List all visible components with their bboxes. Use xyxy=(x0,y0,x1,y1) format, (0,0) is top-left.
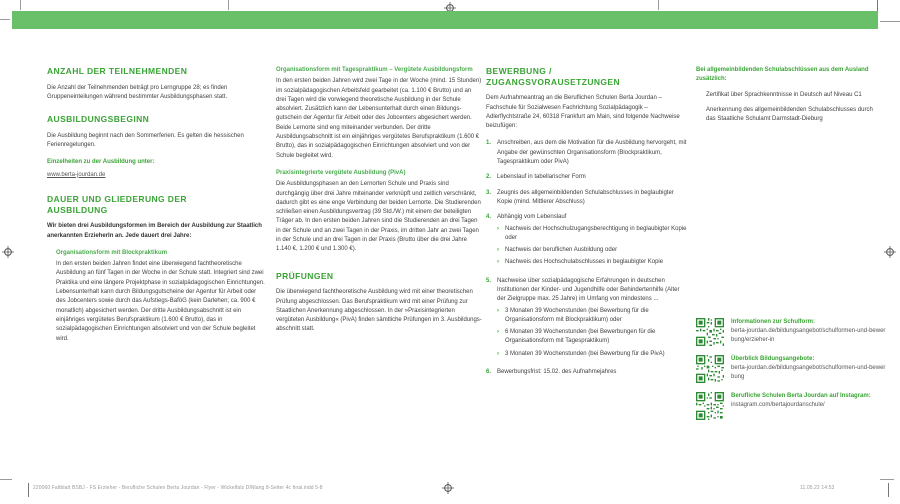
list-number: 1. xyxy=(486,140,492,147)
crop-mark xyxy=(888,483,889,497)
crop-mark xyxy=(658,0,659,10)
crop-mark xyxy=(880,21,900,22)
sub-bullet-text: 3 Monaten 39 Wochenstunden (bei Bewerbung für die PivA) xyxy=(505,350,665,357)
footer-filename: 220060 Faltblatt BSBJ - FS Erzieher - Berufliche Schulen Berta Jourdan - Flyer - Wickelfalz DINlang 8-Seiter 4c final.indd 5-8 xyxy=(33,485,323,491)
qr-text xyxy=(731,392,871,420)
sub-bullet xyxy=(497,350,688,359)
chevron-right-icon: › xyxy=(497,307,499,314)
sub-bullet-text: Nachweis des Hochschulabschlusses in beglaubigter Kopie xyxy=(505,259,664,266)
section-title-bewerbung: BEWERBUNG / ZUGANGSVORAUSETZUNGEN xyxy=(486,66,621,87)
section-title-anzahl: ANZAHL DER TEILNEHMENDEN xyxy=(47,66,188,76)
list-text: Bewerbungsfrist: 15.02. des Aufnahmejahres xyxy=(497,369,617,376)
requirements-list xyxy=(486,139,688,377)
qr-code-icon[interactable] xyxy=(696,355,724,383)
qr-label: Berufliche Schulen Berta Jourdan auf Instagram: xyxy=(731,393,871,399)
website-link[interactable]: www.berta-jourdan.de xyxy=(47,171,106,178)
details-note: Einzelheiten zu der Ausbildung unter: xyxy=(47,159,155,166)
list-number: 4. xyxy=(486,214,492,221)
ausland-lead: Bei allgemeinbildenden Schulabschlüssen aus dem Ausland zusätzlich: xyxy=(696,67,869,83)
section-title-dauer: DAUER UND GLIEDERUNG DER AUSBILDUNG xyxy=(47,194,187,215)
paragraph-tagespraktikum: In den ersten beiden Jahren wird zwei Tage in der Woche (mind. 15 Stunden) im sozialpädagogischen Arbeitsfeld gearbeitet (ca. 1.100 € Brutto) und an drei Tagen wird die vorwiegend theoretische Ausbildung in der Schule absolviert. Zusätzlich kann der Lebensunterhalt durch einen Bildungsgutschein der Agentur für Arbeit oder des Jobcenters abgesichert werden. Beide Lernorte sind eng miteinander verbunden. Der dritte Ausbildungsabschnitt ist ein einjähriges vergütetes Berufspraktikum (1.600 € Brutto), das in sozialpädagogischen Einrichtungen absolviert und von der Schule begleitet wird. xyxy=(276,78,482,159)
subheading-blockpraktikum: Organisationsform mit Blockpraktikum xyxy=(56,249,168,256)
qr-url[interactable]: berta-jourdan.de/bildungsangebot/schulformen-und-bewerbung/erzieher-in xyxy=(731,328,886,343)
list-number: 6. xyxy=(486,369,492,376)
section-title-ausbildungsbeginn: AUSBILDUNGSBEGINN xyxy=(47,114,150,125)
chevron-right-icon: › xyxy=(497,259,499,266)
sub-bullet xyxy=(497,328,688,347)
paragraph-beginn: Die Ausbildung beginnt nach den Sommerferien. Es gelten die hessischen Ferienregelungen. xyxy=(47,132,244,149)
list-item xyxy=(486,139,688,167)
sub-bullet-text: 6 Monaten 39 Wochenstunden (bei Bewerbungen für die Organisationsform mit Tagespraktikum) xyxy=(505,329,656,345)
chevron-right-icon: › xyxy=(497,247,499,254)
column-bewerbung xyxy=(486,66,688,383)
qr-code-icon[interactable] xyxy=(696,318,724,346)
list-item xyxy=(486,173,688,182)
sub-bullet xyxy=(497,225,688,244)
crop-mark xyxy=(28,483,29,497)
section-title-pruefungen: PRÜFUNGEN xyxy=(276,270,334,281)
paragraph-piva: Die Ausbildungsphasen an den Lernorten Schule und Praxis sind durchgängig über drei Jahre miteinander verknüpft und zeitlich verschränkt, dadurch gibt es eine enge Verbindung der beiden Lernorte. Die Studierenden schließen einen Ausbildungsvertrag (39 Std./W.) mit einem der beteiligten Träger ab. In den ersten beiden Jahren sind die Studierenden an drei Tagen in der Schule und an zwei Tagen in der Praxis, im dritten Jahr an zwei Tagen in der Schule und an drei Tagen in der Praxis (Brutto über die drei Jahre 1.140 €, 1.200 € und 1.300 €). xyxy=(276,181,481,253)
registration-mark-icon xyxy=(442,482,454,494)
crop-mark xyxy=(0,479,12,480)
bewerbung-intro: Dem Aufnahmeantrag an die Beruflichen Schulen Berta Jourdan – Fachschule für Sozialwesen Fachrichtung Sozialpädagogik – Adlerflychtstraße 24, 60318 Frankfurt am Main, sind folgende Nachweise beizufügen: xyxy=(486,95,680,130)
qr-text xyxy=(731,355,886,383)
list-number: 2. xyxy=(486,174,492,181)
list-item xyxy=(486,189,688,208)
qr-label: Informationen zur Schulform: xyxy=(731,319,815,325)
sub-bullet xyxy=(497,258,688,267)
list-number: 5. xyxy=(486,277,492,284)
chevron-right-icon: › xyxy=(497,350,499,357)
sub-bullet-text: 3 Monaten 39 Wochenstunden (bei Bewerbung für die Organisationsform mit Blockpraktikum) oder xyxy=(505,307,649,323)
list-text: Zeugnis des allgemeinbildenden Schulabschlusses in beglaubigter Kopie (mind. Mittlerer Abschluss) xyxy=(497,189,674,205)
registration-mark-icon xyxy=(884,246,896,258)
list-text xyxy=(497,213,688,270)
chevron-right-icon: › xyxy=(497,225,499,232)
crop-mark xyxy=(0,19,10,20)
qr-url[interactable]: instagram.com/bertajourdanschule/ xyxy=(731,402,825,408)
column-ausbildungsformen xyxy=(276,66,482,347)
qr-url[interactable]: berta-jourdan.de/bildungsangebot/schulformen-und-bewerbung xyxy=(731,365,886,380)
ausland-item: Zertifikat über Sprachkenntnisse in Deutsch auf Niveau C1 xyxy=(706,91,862,98)
qr-code-icon[interactable] xyxy=(696,392,724,420)
subheading-tagespraktikum: Organisationsform mit Tagespraktikum – Vergütete Ausbildungsform xyxy=(276,67,473,73)
sub-bullet-list xyxy=(497,225,688,268)
crop-mark xyxy=(228,0,229,10)
sub-bullet-text: Nachweis der beruflichen Ausbildung oder xyxy=(505,247,618,254)
sub-bullet xyxy=(497,246,688,255)
registration-mark-icon xyxy=(2,246,14,258)
list-text xyxy=(497,277,688,362)
qr-text xyxy=(731,318,886,346)
sub-bullet-list xyxy=(497,307,688,359)
paragraph-blockpraktikum: In den ersten beiden Jahren findet eine überwiegend fachtheoretische Ausbildung an fünf Tagen in der Woche in der Schule statt. Integriert sind zwei Praktika und eine längere Projektphase in sozialpädagogischen Einrichtungen. Lebensunterhalt kann durch Bildungsgutscheine der Agentur für Arbeit oder des Jobcenters sowie durch das Aufstiegs-BaföG (kein Darlehen; ca. 900 € monatlich) abgesichert werden. Der dritte Ausbildungsabschnitt ist ein einjähriges vergütetes Berufspraktikum (1.600 € Brutto), das in sozialpädagogischen Einrichtungen absolviert und von der Schule begleitet wird. xyxy=(56,261,265,342)
column-participants xyxy=(47,66,265,356)
chevron-right-icon: › xyxy=(497,329,499,336)
list-text: Lebenslauf in tabellarischer Form xyxy=(497,174,586,181)
qr-row xyxy=(696,355,886,383)
list-number: 3. xyxy=(486,189,492,196)
qr-row xyxy=(696,392,886,420)
crop-mark xyxy=(880,479,894,480)
paragraph-pruefungen: Die überwiegend fachtheoretische Ausbildung wird mit einer theoretischen Prüfung abgeschlossen. Das Berufspraktikum wird mit einer Prüfung zur Staatlichen Anerkennung abgeschlossen. In der »Praxisintegrierten vergüteten Ausbildung« (PivA) finden sämtliche Prüfungen im 3. Ausbildungsabschnitt statt. xyxy=(276,289,482,333)
list-text: Anschreiben, aus dem die Motivation für die Ausbildung hervorgeht, mit Angabe der gewünschten Organisationsform (Blockpraktikum, Tagespraktikum oder PivA) xyxy=(497,140,687,166)
qr-links-section xyxy=(696,318,886,429)
list-text-main: Nachweise über sozialpädagogische Erfahrungen in deutschen Institutionen der Kinder- und Jugendhilfe oder Behindertenhilfe (Alter der Zielgruppe max. 25 Jahre) im Umfang von mindestens ... xyxy=(497,277,680,303)
footer-timestamp: 11.05.22 14:53 xyxy=(800,485,835,491)
list-item xyxy=(486,277,688,362)
list-text-main: Abhängig vom Lebenslauf xyxy=(497,214,567,221)
qr-row xyxy=(696,318,886,346)
ausland-item: Anerkennung des allgemeinbildenden Schulabschlusses durch das Staatliche Schulamt Darmstadt-Dieburg xyxy=(706,106,873,123)
paragraph-anzahl: Die Anzahl der Teilnehmenden beträgt pro Lerngruppe 28; es finden Gruppeneinteilungen während bestimmter Ausbildungsphasen statt. xyxy=(47,84,228,100)
crop-mark xyxy=(20,0,21,10)
green-header-bar xyxy=(12,11,878,29)
list-item xyxy=(486,213,688,270)
list-item xyxy=(486,368,688,377)
dauer-intro: Wir bieten drei Ausbildungsformen im Bereich der Ausbildung zur Staatlich anerkannten ErzieherIn an. Jede dauert drei Jahre: xyxy=(47,223,262,239)
qr-label: Überblick Bildungsangebote: xyxy=(731,356,815,362)
subheading-piva: Praxisintegrierte vergütete Ausbildung (PivA) xyxy=(276,169,406,176)
sub-bullet xyxy=(497,307,688,326)
column-ausland xyxy=(696,66,878,130)
sub-bullet-text: Nachweis der Hochschulzugangsberechtigung in beglaubigter Kopie oder xyxy=(505,225,687,241)
